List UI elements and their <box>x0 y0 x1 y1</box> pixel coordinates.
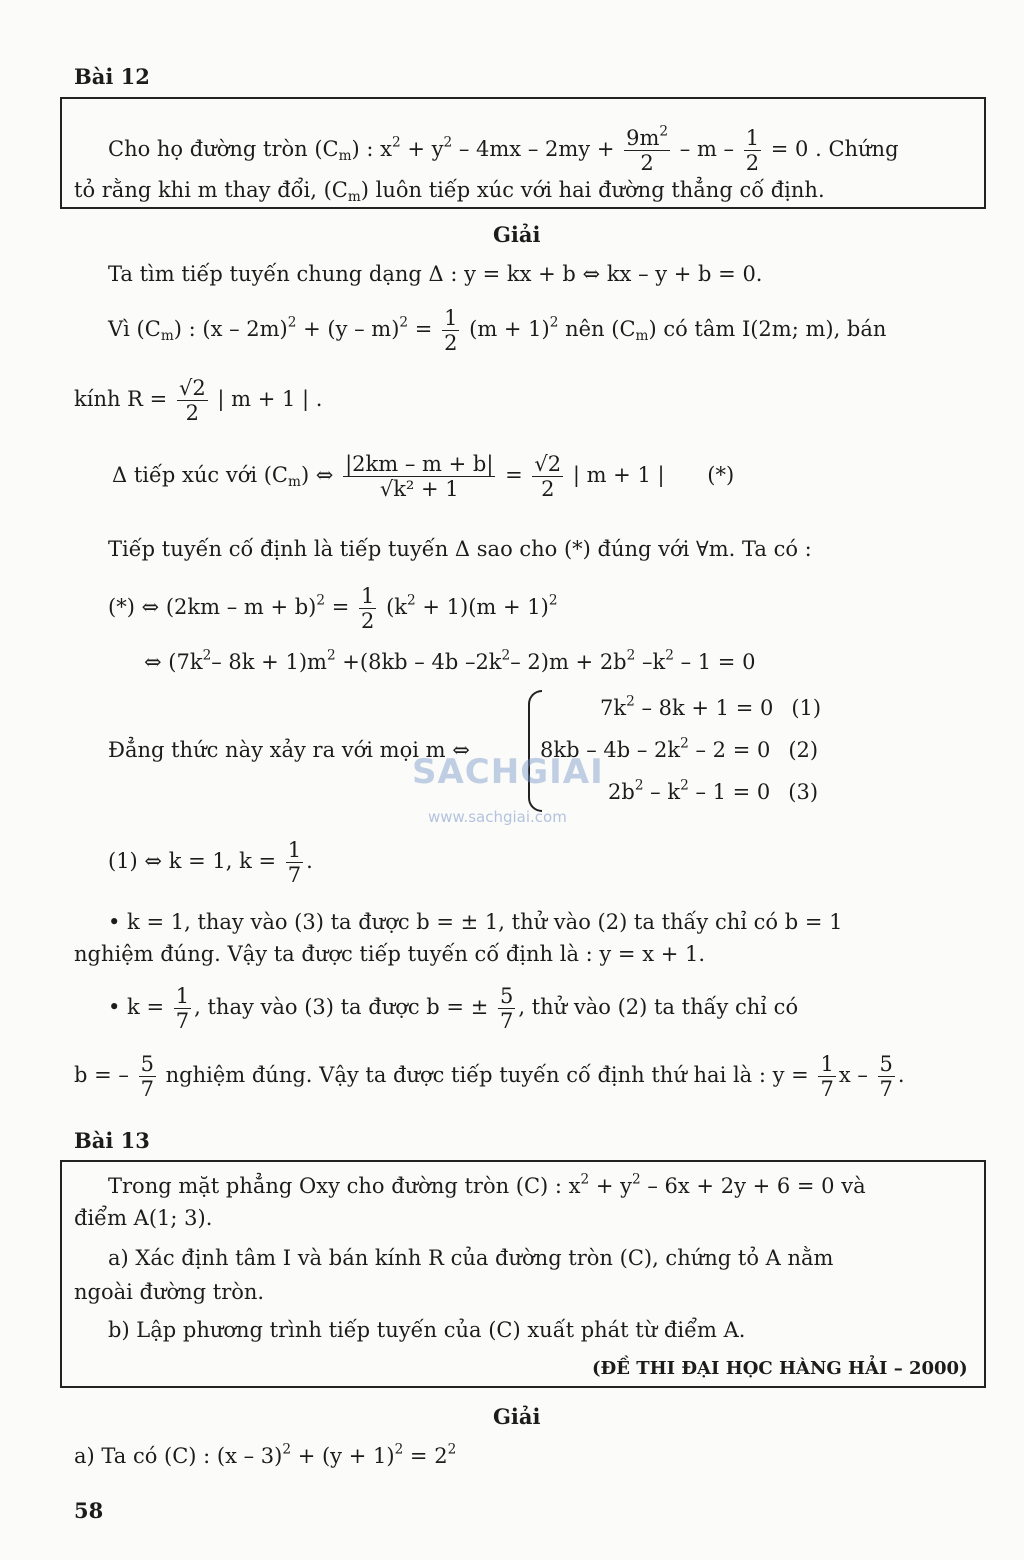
fraction: $\frac{9m^2}{2}$ <box>626 123 669 176</box>
bai13-problem-line: Trong mặt phẳng Oxy cho đường tròn (C) : $x^2 + y^2 - 6x + 2y + 6 = 0$ và <box>108 1171 866 1198</box>
watermark-logo: SACHGIAI <box>412 752 604 792</box>
bai12-problem-line2: tỏ rằng khi m thay đổi, $(C_m)$ luôn tiếp xúc với hai đường thẳng cố định. <box>74 178 825 206</box>
bai12-solution-line: (*) ⇔ $(2km - m + b)^2$ = $\frac{1}{2}$ $(k^2 + 1)(m + 1)^2$ <box>108 584 558 634</box>
fraction: $\frac{1}{2}$ <box>745 126 760 176</box>
system-equation-3: $2b^2 - k^2 - 1 = 0$ (3) <box>608 777 819 804</box>
system-equation-2: $8kb - 4b - 2k^2 - 2 = 0$ (2) <box>540 735 819 762</box>
bai12-solution-line: (1) ⇔ k = 1, k = $\frac{1}{7}$ . <box>108 838 313 888</box>
bai12-solution-line: nghiệm đúng. Vậy ta được tiếp tuyến cố định là : y = x + 1. <box>74 942 706 966</box>
bai12-solution-line: b = – $\frac{5}{7}$ nghiệm đúng. Vậy ta được tiếp tuyến cố định thứ hai là : y = $\frac{1}{7}$ x – $\frac{5}{7}$ . <box>74 1052 905 1102</box>
bai12-solution-line: Tiếp tuyến cố định là tiếp tuyến Δ sao cho (*) đúng với ∀m. Ta có : <box>108 537 812 561</box>
bai13-problem-line: điểm A(1; 3). <box>74 1206 213 1230</box>
bai13-problem-line: b) Lập phương trình tiếp tuyến của (C) xuất phát từ điểm A. <box>108 1318 746 1342</box>
bai12-solution-line: • k = $\frac{1}{7}$ , thay vào (3) ta được b = ± $\frac{5}{7}$ , thử vào (2) ta thấy chỉ có <box>108 984 799 1034</box>
bai13-source: (ĐỀ THI ĐẠI HỌC HÀNG HẢI – 2000) <box>592 1358 968 1379</box>
page-number: 58 <box>74 1498 104 1523</box>
bai13-problem-line: a) Xác định tâm I và bán kính R của đường tròn (C), chứng tỏ A nằm <box>108 1246 834 1270</box>
system-equation-1: $7k^2 - 8k + 1 = 0$ (1) <box>600 693 822 720</box>
bai12-solution-line: Đẳng thức này xảy ra với mọi m ⇔ <box>108 738 470 762</box>
bai12-solution-line: • k = 1, thay vào (3) ta được b = ± 1, thử vào (2) ta thấy chỉ có b = 1 <box>108 910 843 934</box>
bai13-heading: Bài 13 <box>74 1128 150 1153</box>
bai12-solution-line: Δ tiếp xúc với $(C_m)$ ⇔ $\frac{|2km - m + b|}{\text{√k² + 1}}$ = $\frac{√2}{2}$ | m + 1 | (*) <box>112 452 735 502</box>
bai12-solution-line: ⇔ ($7k^2-$ $8k + 1)m^2 +(8kb - 4b$ $-2k^2-$ $2)m + 2b^2$ $-k^2 - 1 = 0$ <box>144 647 756 674</box>
bai13-solution-heading: Giải <box>493 1404 541 1429</box>
bai12-solution-line: Ta tìm tiếp tuyến chung dạng Δ : y = kx + b ⇔ kx – y + b = 0. <box>108 262 763 286</box>
bai12-heading: Bài 12 <box>74 64 150 89</box>
bai12-solution-line: Vì $(C_m)$ : (x – 2m)$^2$ + (y – m)$^2$ = $\frac{1}{2}$ $(m + 1)^2$ nên $(C_m)$ có tâm I(2m; m), bán <box>108 306 887 356</box>
bai13-solution-line: a) Ta có (C) : $(x - 3)^2 + (y + 1)^2 = 2^2$ <box>74 1441 457 1468</box>
bai12-problem-line1: Cho họ đường tròn $(C_m)$ : $x^2 + y^2 - 4mx - 2my$ + $\frac{9m^2}{2}$ – m – $\frac{1}{2}$ = 0 . Chứng <box>108 123 899 176</box>
bai12-solution-line: kính R = $\frac{√2}{2}$ | m + 1 | . <box>74 376 323 426</box>
watermark-url: www.sachgiai.com <box>428 808 567 826</box>
bai12-solution-heading: Giải <box>493 222 541 247</box>
bai13-problem-line: ngoài đường tròn. <box>74 1280 265 1304</box>
